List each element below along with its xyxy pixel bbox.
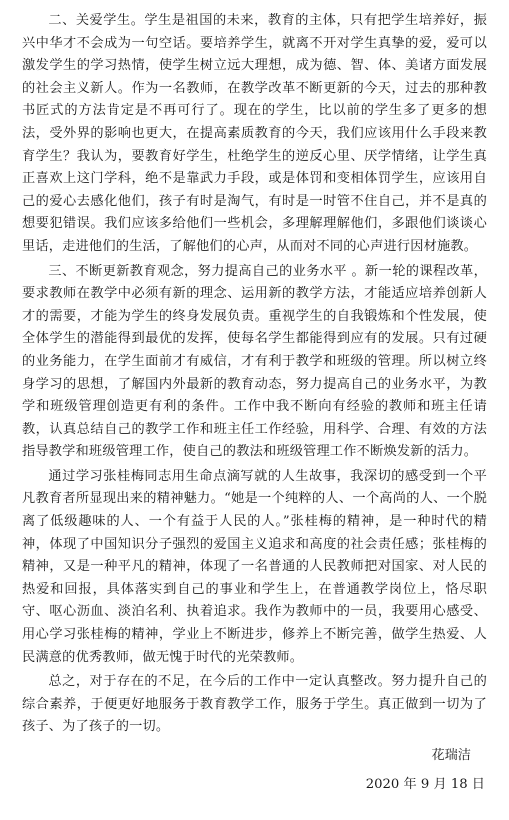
- paragraph-update-education-concepts: 三、不断更新教育观念，努力提高自己的业务水平 。新一轮的课程改革，要求教师在教学中必须有新的理念、运用新的教学方法，才能适应培养创新人才的需要，才能为学生的终身发展负责。重视学生的自我锻炼和个性发展，使全体学生的潜能得到最优的发挥，使每名学生都能得到应有的发展。只有过硬的业务能力，在学生面前才有威信，才有利于教学和班级的管理。所以树立终身学习的思想，了解国内外最新的教育动态，努力提高自己的业务水平，为教学和班级管理创造更有利的条件。工作中我不断向有经验的教师和班主任请教，认真总结自己的教学工作和班主任工作经验，用科学、合理、有效的方法指导教学和班级管理工作，使自己的教法和班级管理工作不断焕发新的活力。: [22, 263, 487, 460]
- signature-block: [22, 745, 487, 796]
- paragraph-care-for-students: 二、关爱学生。学生是祖国的未来，教育的主体，只有把学生培养好，振兴中华才不会成为一句空话。要培养学生，就离不开对学生真挚的爱，爱可以激发学生的学习热情，使学生树立远大理想，成为德、智、体、美诸方面发展的社会主义新人。作为一名教师，在教学改革不断更新的今天，过去的那种教书匠式的方法肯定是不再可行了。现在的学生，比以前的学生多了更多的想法，受外界的影响也更大，在提高素质教育的今天，我们应该用什么手段来教育学生？我认为，要教育好学生，杜绝学生的逆反心里、厌学情绪，让学生真正喜欢上这门学科，绝不是靠武力手段，或是体罚和变相体罚学生，应该用自己的爱心去感化他们，孩子有时是淘气，有时是一时管不住自己，并不是真的想要犯错误。我们应该多给他们一些机会，多理解理解他们，多跟他们谈谈心里话，走进他们的生活，了解他们的心声，从而对不同的心声进行因材施教。: [22, 13, 487, 254]
- signature-date: 2020 年 9 月 18 日: [365, 776, 485, 792]
- paragraph-learning-from-zhang-guimei: 通过学习张桂梅同志用生命点滴写就的人生故事，我深切的感受到一个平凡教育者所显现出来的精神魅力。“她是一个纯粹的人、一个高尚的人、一个脱离了低级趣味的人、一个有益于人民的人。”张桂梅的精神，是一种时代的精神，体现了中国知识分子强烈的爱国主义追求和高度的社会责任感；张桂梅的精神，又是一种平凡的精神，体现了一名普通的人民教师把对国家、对人民的热爱和回报，具体落实到自己的事业和学生上，在普通教学岗位上，恪尽职守、呕心沥血、淡泊名利、执着追求。我作为教师中的一员，我要用心感受、用心学习张桂梅的精神，学业上不断进步，修养上不断完善，做学生热爱、人民满意的优秀教师，做无愧于时代的光荣教师。: [22, 468, 487, 665]
- signature-name: 花瑞洁: [431, 748, 471, 763]
- paragraph-conclusion: 总之，对于存在的不足，在今后的工作中一定认真整改。努力提升自己的综合素养，于便更好地服务于教育教学工作，服务于学生。真正做到一切为了孩子、为了孩子的一切。: [22, 674, 487, 735]
